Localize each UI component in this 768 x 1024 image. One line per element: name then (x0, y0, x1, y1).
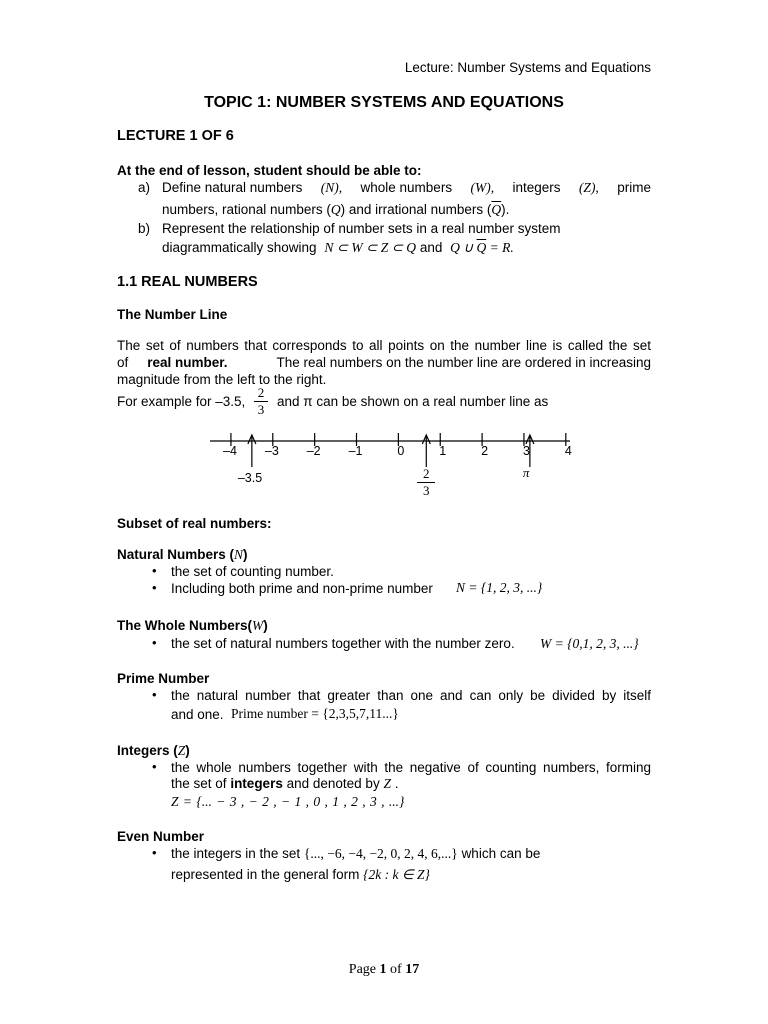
even-bullet-1 (171, 846, 540, 862)
number-line-tick-label: 2 (481, 444, 489, 458)
objective-a-irrational: ) and irrational numbers ( (340, 202, 492, 217)
objective-a-integers: integers (512, 180, 561, 195)
objective-a-prime: prime (617, 180, 651, 195)
prime-heading: Prime Number (117, 671, 210, 686)
bullet-dot: • (152, 759, 157, 774)
real-number-term: real number. (147, 355, 228, 370)
whole-heading-symbol: W (252, 618, 264, 633)
union-left: Q ∪ (450, 240, 474, 255)
objectives-heading: At the end of lesson, student should be able to: (117, 163, 422, 178)
bullet-dot: • (152, 635, 157, 650)
bullet-dot: • (152, 580, 157, 595)
union-bar-q: $\overline{Q}$ (476, 240, 487, 255)
running-header: Lecture: Number Systems and Equations (404, 60, 651, 75)
number-line-tick-label: –3 (264, 444, 279, 458)
bullet-dot: • (152, 687, 157, 702)
subset-chain: N ⊂ W ⊂ Z ⊂ Q (324, 240, 417, 255)
number-line-point-label-pi: π (522, 465, 530, 480)
objective-a-marker: a) (138, 180, 151, 195)
prime-bullet-1-cont: and one. (171, 707, 224, 722)
integers-heading-text: Integers ( (117, 743, 178, 758)
natural-set: N = {1, 2, 3, ...} (456, 580, 543, 595)
integers-period: . (394, 776, 399, 791)
natural-bullet-2: Including both prime and non-prime number (171, 581, 433, 596)
even-set: {..., −6, −4, −2, 0, 2, 4, 6,...} (303, 846, 458, 861)
number-line-point-label: –3.5 (237, 471, 263, 485)
even-heading: Even Number (117, 829, 205, 844)
bullet-dot: • (152, 563, 157, 578)
whole-heading-close: ) (263, 618, 268, 633)
integers-heading-close: ) (185, 743, 190, 758)
rational-symbol: Q (330, 202, 341, 217)
objective-b-and: and (419, 240, 443, 255)
number-line-tick-label: 4 (564, 444, 572, 458)
objective-b-line1: Represent the relationship of number sets in a real number system (162, 221, 561, 236)
number-line-point-label-fraction (417, 467, 435, 498)
objective-a-rational: numbers, rational numbers ( (162, 202, 331, 217)
even-text-post: which can be (461, 846, 541, 861)
example-text: For example for –3.5, (117, 394, 246, 409)
page-title: TOPIC 1: NUMBER SYSTEMS AND EQUATIONS (204, 94, 564, 111)
para1-of: of (117, 355, 129, 370)
bullet-dot: • (152, 845, 157, 860)
para1-rest: The real numbers on the number line are ordered in increasing (276, 355, 651, 370)
even-general-form: {2k : k ∈ Z} (363, 867, 430, 882)
footer-of: of (390, 962, 402, 977)
natural-heading (117, 547, 248, 563)
number-line-tick-label: –1 (348, 444, 363, 458)
natural-bullet-1: the set of counting number. (171, 564, 334, 579)
whole-heading (117, 618, 268, 634)
integers-denoted: and denoted by (286, 776, 380, 791)
union-right: = R. (489, 240, 514, 255)
irrational-symbol: $\overline{Q}$ (491, 202, 502, 217)
integers-term: integers (230, 776, 283, 791)
para1-line1: The set of numbers that corresponds to all points on the number line is called the set (117, 338, 651, 353)
even-bullet-1-cont (171, 867, 430, 883)
objective-a-whole: whole numbers (360, 180, 453, 195)
page-footer (0, 962, 768, 978)
number-line-tick-label: 3 (523, 444, 530, 458)
whole-symbol: (W), (470, 180, 495, 195)
number-line-tick-label: 1 (439, 444, 447, 458)
example-fraction-num: 2 (257, 385, 265, 400)
objective-a-text: Define natural numbers (162, 180, 303, 195)
number-line-tick-label: –2 (306, 444, 321, 458)
natural-heading-close: ) (243, 547, 248, 562)
footer-page-number: 1 (379, 962, 387, 977)
subset-heading: Subset of real numbers: (117, 516, 272, 531)
integers-symbol: Z (383, 776, 391, 791)
section-heading-real-numbers: 1.1 REAL NUMBERS (117, 274, 258, 290)
point-fraction-den: 3 (423, 483, 430, 498)
integers-heading-symbol: Z (177, 743, 186, 758)
lecture-label: LECTURE 1 OF 6 (117, 128, 234, 144)
integer-symbol: (Z), (578, 180, 599, 195)
number-line-tick-label: –4 (223, 444, 237, 458)
integers-bullet-1: the whole numbers together with the negative of counting numbers, forming (171, 760, 651, 775)
integers-bullet-1-cont (171, 776, 399, 792)
point-fraction-num: 2 (423, 466, 430, 481)
integers-text: the set of (171, 776, 227, 791)
integers-heading (117, 743, 190, 759)
footer-page-label: Page (348, 962, 377, 977)
prime-bullet-1: the natural number that greater than one and can only be divided by itself (171, 688, 651, 703)
number-line-tick-label: 0 (397, 444, 405, 458)
whole-bullet-1: the set of natural numbers together with the number zero. (171, 636, 515, 651)
example-text-post: and π can be shown on a real number line as (277, 394, 549, 409)
integers-set: Z = {... − 3 , − 2 , − 1 , 0 , 1 , 2 , 3 , ...} (171, 794, 405, 809)
natural-heading-text: Natural Numbers ( (117, 547, 235, 562)
objective-b-marker: b) (138, 221, 151, 236)
objective-a-end: ). (501, 202, 510, 217)
whole-set: W = {0,1, 2, 3, ...} (540, 636, 639, 651)
objective-b-text: diagrammatically showing (162, 240, 317, 255)
footer-page-total: 17 (405, 962, 420, 977)
number-line-heading: The Number Line (117, 307, 228, 322)
even-general-text: represented in the general form (171, 867, 360, 882)
prime-set: Prime number = {2,3,5,7,11...} (231, 706, 399, 721)
para1-line3: magnitude from the left to the right. (117, 372, 327, 387)
whole-heading-text: The Whole Numbers( (117, 618, 253, 633)
natural-heading-symbol: N (234, 547, 244, 562)
natural-symbol: (N), (320, 180, 343, 195)
example-fraction-den: 3 (257, 402, 265, 417)
even-text: the integers in the set (171, 846, 301, 861)
